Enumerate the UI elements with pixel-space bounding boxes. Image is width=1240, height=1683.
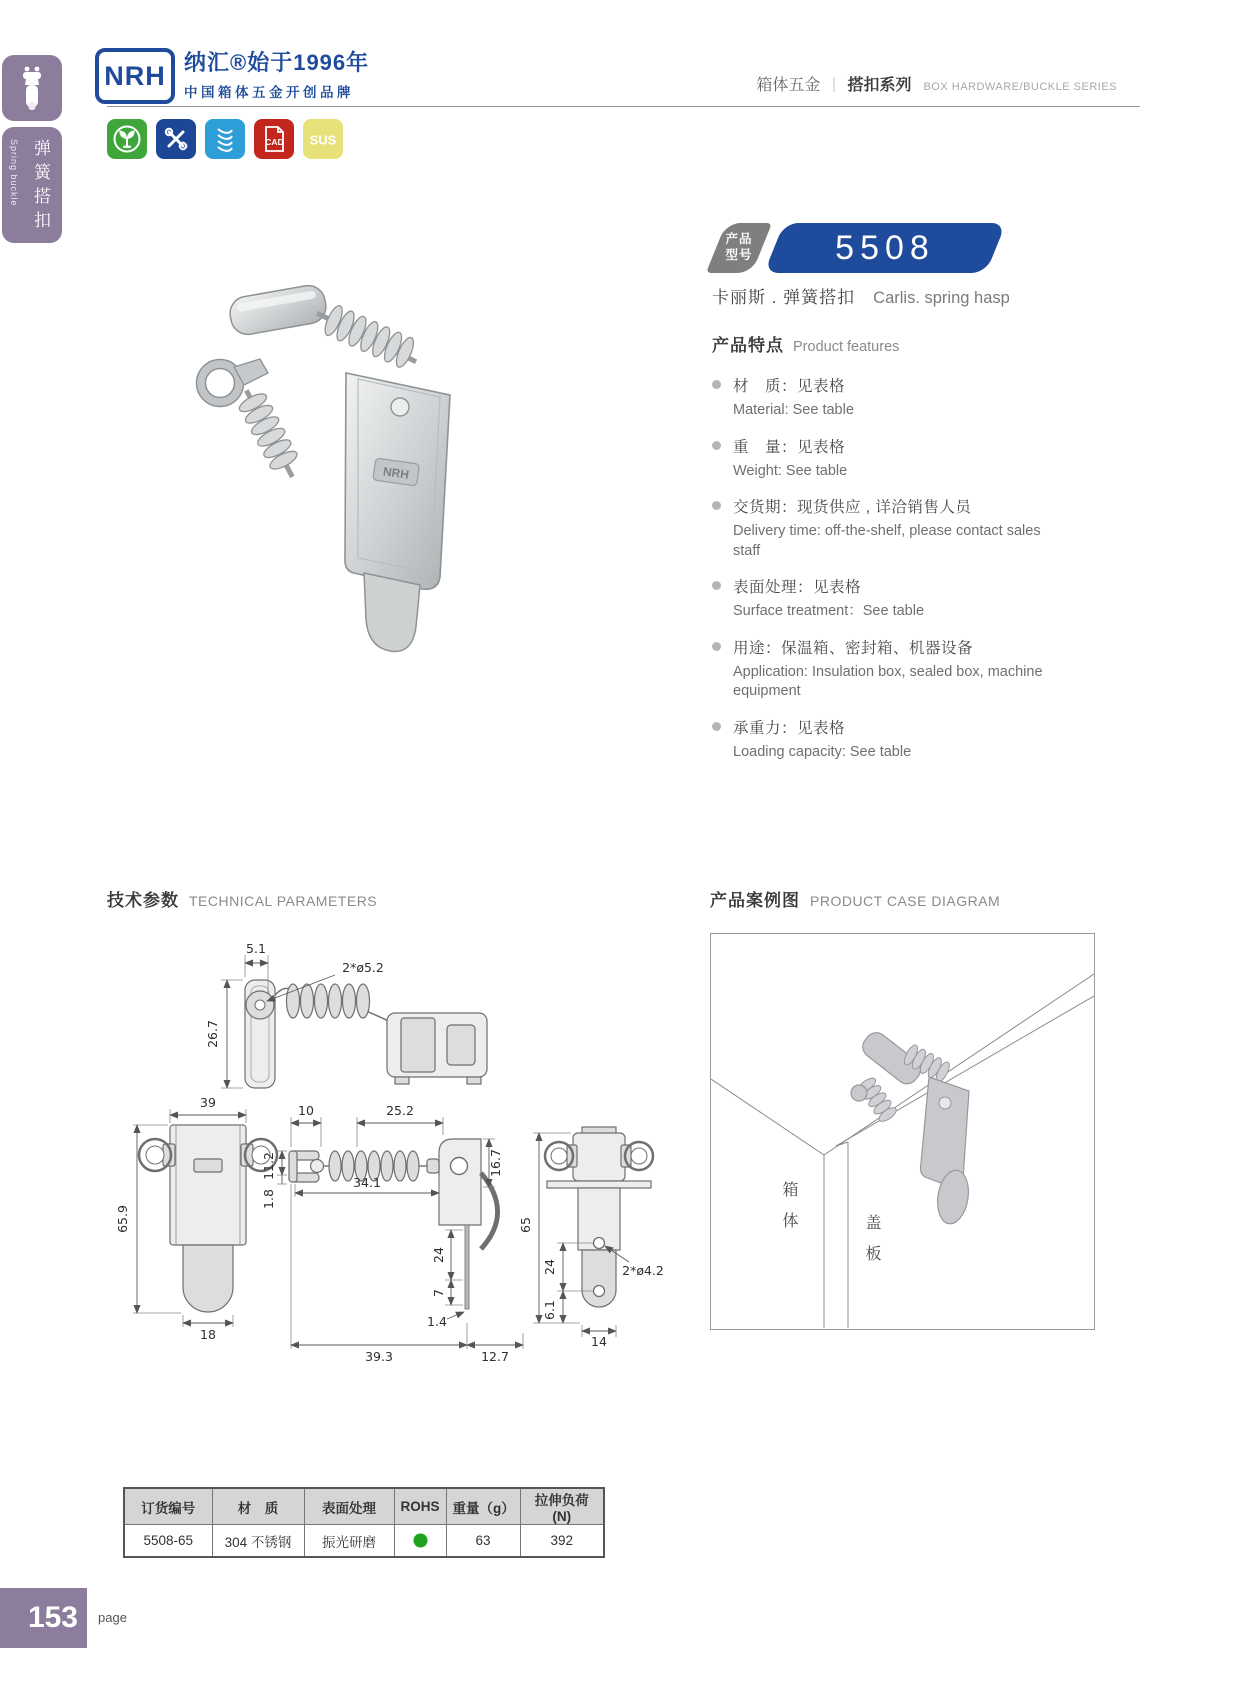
dim-label: 12.7 [481, 1349, 509, 1364]
series-title [756, 72, 1117, 95]
technical-drawings [95, 925, 670, 1370]
case-label-lid: 盖板 [863, 1214, 880, 1276]
dim-label: 39 [200, 1095, 216, 1110]
hasp-spring-left [233, 383, 305, 484]
brand-block [184, 46, 369, 101]
feature-zh: 表面处理：见表格 [733, 579, 862, 597]
model-tag [716, 223, 762, 273]
dim-label: 2*ø5.2 [342, 960, 384, 975]
nrh-logo [95, 48, 175, 104]
bullet-dot-icon [712, 722, 721, 731]
bullet-dot-icon [712, 380, 721, 389]
dim-label: 26.7 [205, 1020, 220, 1048]
col-weight: 重量（g） [446, 1488, 520, 1525]
dim-label: 10 [298, 1103, 314, 1118]
series-name-zh: 搭扣系列 [847, 77, 912, 94]
brand-slogan-line2: 中国箱体五金开创品牌 [184, 85, 354, 100]
bullet-dot-icon [712, 642, 721, 651]
feature-item [712, 495, 1052, 561]
bullet-dot-icon [712, 581, 721, 590]
feature-item [712, 636, 1052, 702]
cell-weight: 63 [446, 1525, 520, 1558]
cell-order-no: 5508-65 [124, 1525, 212, 1558]
col-surface: 表面处理 [304, 1488, 394, 1525]
certification-icons [107, 119, 343, 159]
cell-material: 304 不锈钢 [212, 1525, 304, 1558]
dim-label: 1.4 [427, 1314, 447, 1329]
dim-label: 24 [431, 1247, 446, 1263]
feature-zh: 用途：保温箱、密封箱、机器设备 [733, 639, 974, 657]
dim-label: 65 [518, 1217, 533, 1233]
tech-title-zh: 技术参数 [107, 891, 179, 910]
dim-label: 24 [542, 1259, 557, 1275]
hasp-body [345, 373, 450, 589]
brand-slogan-line1: 纳汇®始于1996年 [184, 50, 370, 75]
feature-zh: 承重力：见表格 [733, 719, 846, 737]
sus-icon-label: SUS [309, 132, 337, 148]
cell-load: 392 [520, 1525, 604, 1558]
spring-icon [205, 119, 245, 159]
tools-icon [156, 119, 196, 159]
dim-label: 39.3 [365, 1349, 393, 1364]
page-label: page [98, 1610, 127, 1625]
dim-label: 25.2 [386, 1103, 414, 1118]
drawing-side-view [261, 1103, 523, 1364]
eco-icon [107, 119, 147, 159]
sidebar-category-en: Spring buckle [9, 139, 19, 207]
feature-zh: 重 量：见表格 [733, 438, 846, 456]
case-label-box-body: 箱体 [780, 1181, 797, 1243]
case-title-en: PRODUCT CASE DIAGRAM [810, 893, 1001, 909]
col-rohs: ROHS [394, 1488, 446, 1525]
col-material: 材 质 [212, 1488, 304, 1525]
page-number: 153 [27, 1601, 78, 1634]
feature-item [712, 716, 1052, 763]
product-photo [168, 255, 513, 675]
feature-item [712, 575, 1052, 622]
spec-table-header-row [124, 1488, 604, 1525]
dim-label: 7 [431, 1289, 446, 1297]
feature-en: Delivery time: off-the-shelf, please contact sales staff [733, 523, 1041, 559]
case-title-zh: 产品案例图 [710, 891, 800, 910]
body-stamp-text: NRH [382, 464, 410, 482]
feature-zh: 材 质：见表格 [733, 378, 846, 395]
model-tag-line1: 产品 [725, 232, 753, 247]
dim-label: 2*ø4.2 [622, 1263, 664, 1278]
features-title-zh: 产品特点 [712, 336, 784, 355]
drawing-front-view [115, 1095, 277, 1342]
cad-icon [254, 119, 294, 159]
product-name [712, 283, 1010, 308]
col-order-no: 订货编号 [124, 1488, 212, 1525]
spec-table [123, 1487, 605, 1558]
dim-label: 18 [200, 1327, 216, 1342]
features-title-en: Product features [793, 339, 900, 355]
model-number: 5508 [835, 228, 935, 267]
sidebar-category-zh: 弹簧搭扣 [31, 139, 50, 235]
cell-surface: 振光研磨 [304, 1525, 394, 1558]
feature-item [712, 435, 1052, 482]
product-features [712, 331, 1052, 777]
header-divider [107, 106, 1140, 107]
feature-en: Surface treatment：See table [733, 603, 925, 620]
sidebar-category-icon-tile [2, 55, 62, 121]
feature-en: Application: Insulation box, sealed box, machine equipment [733, 663, 1043, 700]
bullet-dot-icon [712, 501, 721, 510]
dim-label: 14 [591, 1334, 607, 1349]
product-name-zh: 卡丽斯 . 弹簧搭扣 [712, 288, 856, 307]
feature-en: Loading capacity: See table [733, 743, 912, 760]
model-tag-line2: 型号 [725, 248, 753, 262]
dim-label: 16.7 [488, 1149, 503, 1177]
dim-label: 5.1 [246, 941, 266, 956]
model-number-plate [774, 223, 996, 273]
dim-label: 34.1 [353, 1175, 381, 1190]
product-name-en: Carlis. spring hasp [873, 289, 1010, 307]
drawing-top-view [205, 941, 487, 1088]
series-name-en: BOX HARDWARE/BUCKLE SERIES [923, 81, 1117, 93]
sidebar-category-tile [2, 127, 62, 243]
col-load: 拉伸负荷 (N) [520, 1488, 604, 1525]
rivet-icon [15, 64, 49, 112]
hasp-roller [227, 283, 328, 337]
spec-table-row [124, 1525, 604, 1558]
feature-zh: 交货期：现货供应 , 详洽销售人员 [733, 499, 972, 517]
bullet-dot-icon [712, 441, 721, 450]
case-diagram-drawing [711, 934, 1094, 1329]
case-diagram-header [710, 886, 1000, 911]
feature-item [712, 374, 1052, 421]
drawing-plate-view [518, 1127, 664, 1349]
tech-title-en: TECHNICAL PARAMETERS [189, 893, 378, 909]
hasp-spring-upper [311, 299, 425, 373]
series-separator: ｜ [826, 77, 842, 94]
rohs-status-icon [413, 1533, 428, 1548]
nrh-logo-text: NRH [104, 60, 166, 91]
technical-parameters-header [107, 886, 377, 911]
hasp-flap [364, 573, 420, 652]
dim-label: 65.9 [115, 1205, 130, 1233]
dim-label: 1.8 [261, 1189, 276, 1209]
page-number-box [0, 1588, 87, 1648]
feature-en: Weight: See table [733, 462, 848, 479]
feature-en: Material: See table [733, 402, 854, 418]
dim-label: 6.1 [542, 1300, 557, 1320]
sus-icon [303, 119, 343, 159]
series-category-zh: 箱体五金 [756, 77, 821, 94]
hasp-ring [201, 364, 239, 402]
dim-label: 11.2 [261, 1152, 276, 1180]
cell-rohs [394, 1525, 446, 1558]
cad-icon-label: CAD [265, 137, 284, 147]
product-case-diagram [710, 933, 1095, 1330]
